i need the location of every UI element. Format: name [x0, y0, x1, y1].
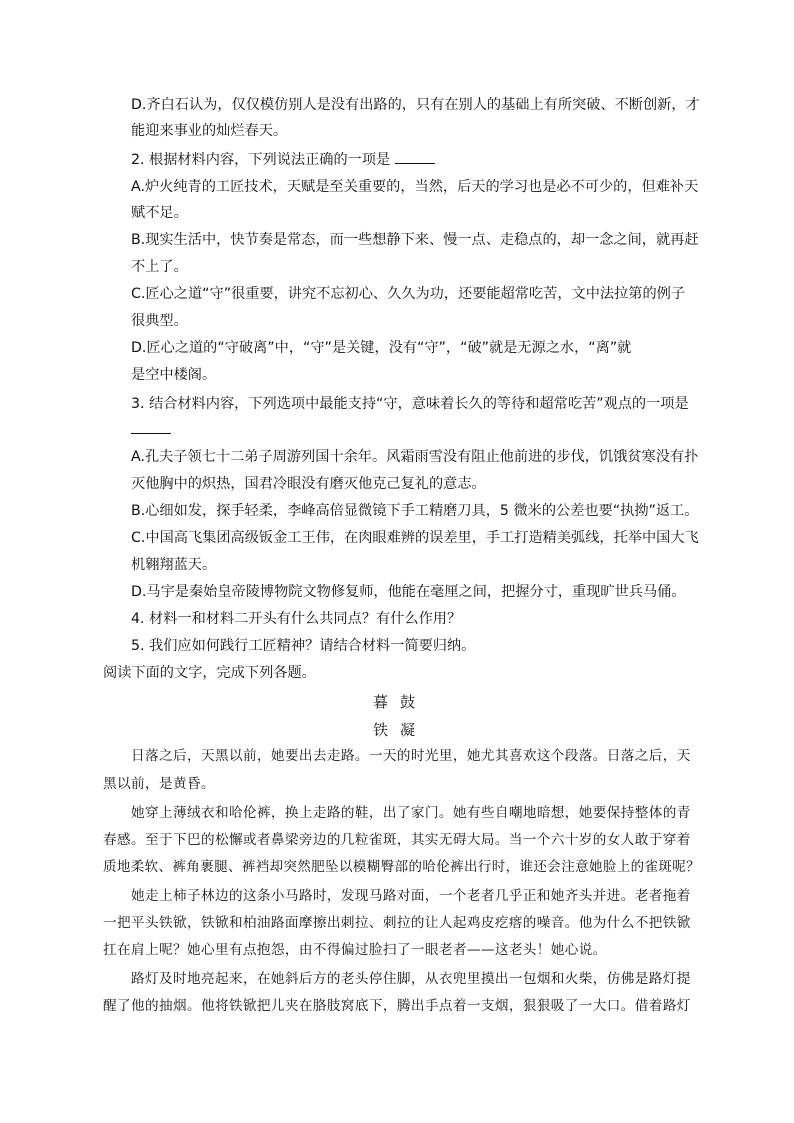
q3-option-c-line1: C.中国高飞集团高级钣金工王伟，在肉眼难辨的误差里，手工打造精美弧线，托举中国大飞 [131, 530, 699, 546]
q2-option-b-line2: 不上了。 [131, 259, 188, 275]
story-title: 暮鼓 [373, 693, 428, 711]
story-paragraph-4-line2: 醒了他的抽烟。他将铁锨把儿夹在胳肢窝底下，腾出手点着一支烟，狠狠吸了一大口。借着路灯 [103, 998, 691, 1014]
question-2-stem: 2. 根据材料内容，下列说法正确的一项是 [131, 150, 435, 170]
q3-option-a-line1: A.孔夫子领七十二弟子周游列国十余年。风霜雨雪没有阻止他前进的步伐，饥饿贫寒没有扑 [131, 449, 699, 465]
question-5: 5. 我们应如何践行工匠精神？请结合材料一简要归纳。 [131, 638, 476, 654]
story-paragraph-2-line1: 她穿上薄绒衣和哈伦裤，换上走路的鞋，出了家门。她有些自嘲地暗想，她要保持整体的青 [131, 805, 691, 821]
story-paragraph-3-line1: 她走上柿子林边的这条小马路时，发现马路对面，一个老者几乎正和她齐头并进。老者拖着 [131, 888, 691, 904]
q1-option-d-line2: 能迎来事业的灿烂春天。 [131, 123, 288, 139]
reading-instruction: 阅读下面的文字，完成下列各题。 [103, 665, 316, 681]
q1-option-d-line1: D.齐白石认为，仅仅模仿别人是没有出路的，只有在别人的基础上有所突破、不断创新，才 [131, 97, 700, 113]
q3-option-b-line1: B.心细如发，探手轻柔，李峰高倍显微镜下手工精磨刀具，5 微米的公差也要“执拗”返工。 [131, 503, 699, 519]
story-paragraph-3-line2: 一把平头铁锨，铁锨和柏油路面摩擦出刺拉、刺拉的让人起鸡皮疙瘩的噪音。他为什么不把铁锨 [103, 915, 691, 931]
story-author: 铁凝 [373, 721, 428, 739]
q2-option-c-line1: C.匠心之道“守”很重要，讲究不忘初心、久久为功，还要能超常吃苦，文中法拉第的例子 [131, 286, 686, 302]
story-paragraph-1-line1: 日落之后，天黑以前，她要出去走路。一天的时光里，她尤其喜欢这个段落。日落之后，天 [131, 748, 691, 764]
answer-blank[interactable] [131, 421, 171, 434]
q2-option-b-line1: B.现实生活中，快节奏是常态，而一些想静下来、慢一点、走稳点的，却一念之间，就再赶 [131, 232, 699, 248]
question-3-stem: 3. 结合材料内容，下列选项中最能支持“守，意味着长久的等待和超常吃苦”观点的一项是 [131, 396, 689, 412]
q2-option-a-line2: 赋不足。 [131, 205, 188, 221]
q2-option-a-line1: A.炉火纯青的工匠技术，天赋是至关重要的，当然，后天的学习也是必不可少的，但难补天 [131, 179, 699, 195]
story-paragraph-2-line3: 质地柔软、裤角裹腿、裤裆却突然肥坠以模糊臀部的哈伦裤出行时，谁还会注意她脸上的雀斑呢？ [103, 859, 701, 875]
q2-option-d-line1: D.匠心之道的“守破离”中，“守”是关键，没有“守”，“破”就是无源之水，“离”就 [131, 340, 632, 356]
answer-blank[interactable] [395, 151, 435, 164]
q3-option-d-line1: D.马宇是秦始皇帝陵博物院文物修复师，他能在毫厘之间，把握分寸，重现旷世兵马俑。 [131, 584, 686, 600]
q2-option-c-line2: 很典型。 [131, 313, 188, 329]
story-paragraph-1-line2: 黑以前，是黄昏。 [103, 776, 215, 792]
story-paragraph-2-line2: 春感。至于下巴的松懈或者鼻梁旁边的几粒雀斑，其实无碍大局。当一个六十岁的女人敢于穿着 [103, 832, 691, 848]
q2-option-d-line2: 是空中楼阁。 [131, 367, 217, 383]
q3-option-c-line2: 机翱翔蓝天。 [131, 557, 217, 573]
q3-option-a-line2: 灭他胸中的炽热，国君冷眼没有磨灭他克己复礼的意志。 [131, 476, 486, 492]
question-4: 4. 材料一和材料二开头有什么共同点？有什么作用？ [131, 611, 462, 627]
story-paragraph-4-line1: 路灯及时地亮起来，在她斜后方的老头停住脚，从衣兜里摸出一包烟和火柴，仿佛是路灯提 [131, 971, 691, 987]
question-3-blank-line [131, 420, 171, 440]
story-paragraph-3-line3: 扛在肩上呢？她心里有点抱怨，由不得偏过脸扫了一眼老者——这老头！她心说。 [103, 942, 607, 958]
